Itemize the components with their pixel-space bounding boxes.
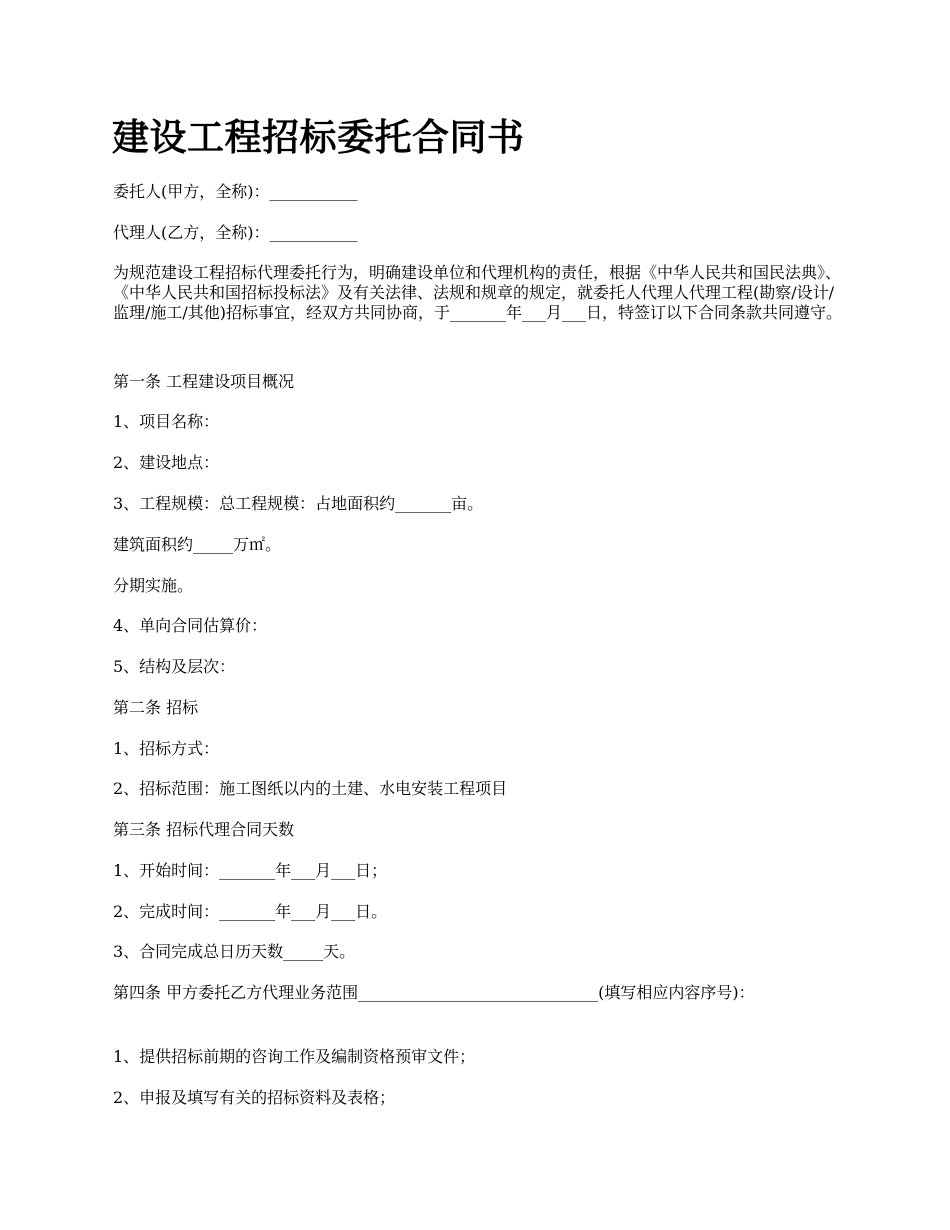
scope-item-1: 1、提供招标前期的咨询工作及编制资格预审文件； <box>113 1047 476 1066</box>
total-days-line: 3、合同完成总日历天数_____天。 <box>113 942 356 961</box>
preamble-paragraph: 为规范建设工程招标代理委托行为，明确建设单位和代理机构的责任，根据《中华人民共和国民法典》、《中华人民共和国招标投标法》及有关法律、法规和规章的规定，就委托人代理人代理工程(勘察/设计/监理/施工/其他)招标事宜，经双方共同协商，于_______年___月___日，特签订以下合同条款共同遵守。 <box>113 263 843 322</box>
tender-method-line: 1、招标方式： <box>113 739 220 758</box>
article-1-heading: 第一条 工程建设项目概况 <box>113 372 295 391</box>
agent-party-line: 代理人(乙方，全称)：___________ <box>113 223 358 242</box>
article-4-heading: 第四条 甲方委托乙方代理业务范围______________________________(填写相应内容序号)： <box>113 983 755 1002</box>
document-title: 建设工程招标委托合同书 <box>112 115 525 159</box>
project-scale-line: 3、工程规模：总工程规模：占地面积约_______亩。 <box>113 494 484 513</box>
building-area-line: 建筑面积约_____万㎡。 <box>113 535 282 554</box>
article-3-heading: 第三条 招标代理合同天数 <box>113 820 295 839</box>
contract-estimate-line: 4、单向合同估算价： <box>113 616 268 635</box>
client-party-line: 委托人(甲方，全称)：___________ <box>113 182 358 201</box>
scope-item-2: 2、申报及填写有关的招标资料及表格； <box>113 1088 396 1107</box>
start-time-line: 1、开始时间：_______年___月___日； <box>113 861 388 880</box>
phased-implementation-line: 分期实施。 <box>113 576 194 595</box>
structure-line: 5、结构及层次： <box>113 657 236 676</box>
project-name-line: 1、项目名称： <box>113 412 220 431</box>
tender-scope-line: 2、招标范围：施工图纸以内的土建、水电安装工程项目 <box>113 779 508 798</box>
construction-site-line: 2、建设地点： <box>113 453 220 472</box>
article-2-heading: 第二条 招标 <box>113 698 199 717</box>
completion-time-line: 2、完成时间：_______年___月___日。 <box>113 902 388 921</box>
